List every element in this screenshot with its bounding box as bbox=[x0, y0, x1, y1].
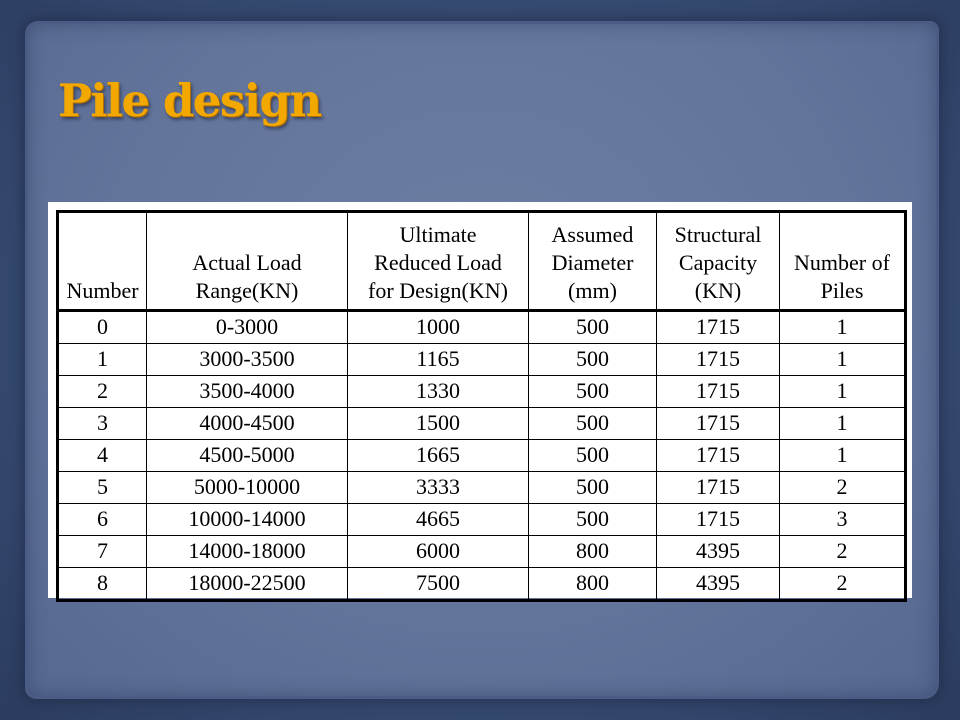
cell-load-range: 4500-5000 bbox=[147, 440, 348, 472]
table-row bbox=[58, 504, 906, 536]
cell-load-range: 0-3000 bbox=[147, 311, 348, 344]
cell-pile-count: 1 bbox=[780, 311, 906, 344]
header-ultimate-reduced-load: Ultimate Reduced Load for Design(KN) bbox=[348, 212, 529, 311]
pile-design-table bbox=[56, 210, 907, 602]
cell-design-load: 1165 bbox=[348, 344, 529, 376]
cell-design-load: 1665 bbox=[348, 440, 529, 472]
header-assumed-diameter: Assumed Diameter (mm) bbox=[529, 212, 657, 311]
cell-load-range: 18000-22500 bbox=[147, 568, 348, 601]
cell-pile-count: 1 bbox=[780, 376, 906, 408]
cell-number: 3 bbox=[58, 408, 147, 440]
cell-capacity: 1715 bbox=[657, 472, 780, 504]
table-card bbox=[48, 202, 912, 598]
header-number: Number bbox=[58, 212, 147, 311]
cell-design-load: 6000 bbox=[348, 536, 529, 568]
table-row bbox=[58, 408, 906, 440]
cell-diameter: 500 bbox=[529, 472, 657, 504]
cell-capacity: 1715 bbox=[657, 504, 780, 536]
cell-load-range: 10000-14000 bbox=[147, 504, 348, 536]
cell-number: 2 bbox=[58, 376, 147, 408]
cell-diameter: 500 bbox=[529, 344, 657, 376]
cell-capacity: 4395 bbox=[657, 568, 780, 601]
cell-design-load: 4665 bbox=[348, 504, 529, 536]
table-row bbox=[58, 472, 906, 504]
cell-pile-count: 2 bbox=[780, 536, 906, 568]
cell-capacity: 1715 bbox=[657, 376, 780, 408]
cell-load-range: 3500-4000 bbox=[147, 376, 348, 408]
cell-number: 6 bbox=[58, 504, 147, 536]
cell-load-range: 4000-4500 bbox=[147, 408, 348, 440]
cell-load-range: 3000-3500 bbox=[147, 344, 348, 376]
cell-diameter: 800 bbox=[529, 568, 657, 601]
cell-design-load: 1500 bbox=[348, 408, 529, 440]
header-number-of-piles: Number of Piles bbox=[780, 212, 906, 311]
cell-diameter: 800 bbox=[529, 536, 657, 568]
slide-title: Pile design bbox=[58, 74, 321, 127]
cell-pile-count: 3 bbox=[780, 504, 906, 536]
cell-number: 4 bbox=[58, 440, 147, 472]
cell-load-range: 14000-18000 bbox=[147, 536, 348, 568]
header-structural-capacity: Structural Capacity (KN) bbox=[657, 212, 780, 311]
cell-number: 5 bbox=[58, 472, 147, 504]
cell-capacity: 1715 bbox=[657, 440, 780, 472]
cell-load-range: 5000-10000 bbox=[147, 472, 348, 504]
cell-number: 7 bbox=[58, 536, 147, 568]
table-header-row bbox=[58, 212, 906, 311]
cell-number: 0 bbox=[58, 311, 147, 344]
cell-capacity: 1715 bbox=[657, 344, 780, 376]
table-row bbox=[58, 440, 906, 472]
table-row bbox=[58, 536, 906, 568]
cell-pile-count: 2 bbox=[780, 472, 906, 504]
cell-diameter: 500 bbox=[529, 408, 657, 440]
cell-pile-count: 2 bbox=[780, 568, 906, 601]
cell-capacity: 4395 bbox=[657, 536, 780, 568]
cell-pile-count: 1 bbox=[780, 440, 906, 472]
cell-diameter: 500 bbox=[529, 440, 657, 472]
cell-design-load: 1330 bbox=[348, 376, 529, 408]
header-actual-load-range: Actual Load Range(KN) bbox=[147, 212, 348, 311]
cell-number: 1 bbox=[58, 344, 147, 376]
cell-pile-count: 1 bbox=[780, 344, 906, 376]
cell-diameter: 500 bbox=[529, 311, 657, 344]
cell-diameter: 500 bbox=[529, 376, 657, 408]
table-row bbox=[58, 311, 906, 344]
cell-capacity: 1715 bbox=[657, 311, 780, 344]
cell-number: 8 bbox=[58, 568, 147, 601]
cell-capacity: 1715 bbox=[657, 408, 780, 440]
cell-diameter: 500 bbox=[529, 504, 657, 536]
cell-pile-count: 1 bbox=[780, 408, 906, 440]
cell-design-load: 1000 bbox=[348, 311, 529, 344]
table-row bbox=[58, 344, 906, 376]
table-row bbox=[58, 568, 906, 601]
table-row bbox=[58, 376, 906, 408]
cell-design-load: 7500 bbox=[348, 568, 529, 601]
cell-design-load: 3333 bbox=[348, 472, 529, 504]
